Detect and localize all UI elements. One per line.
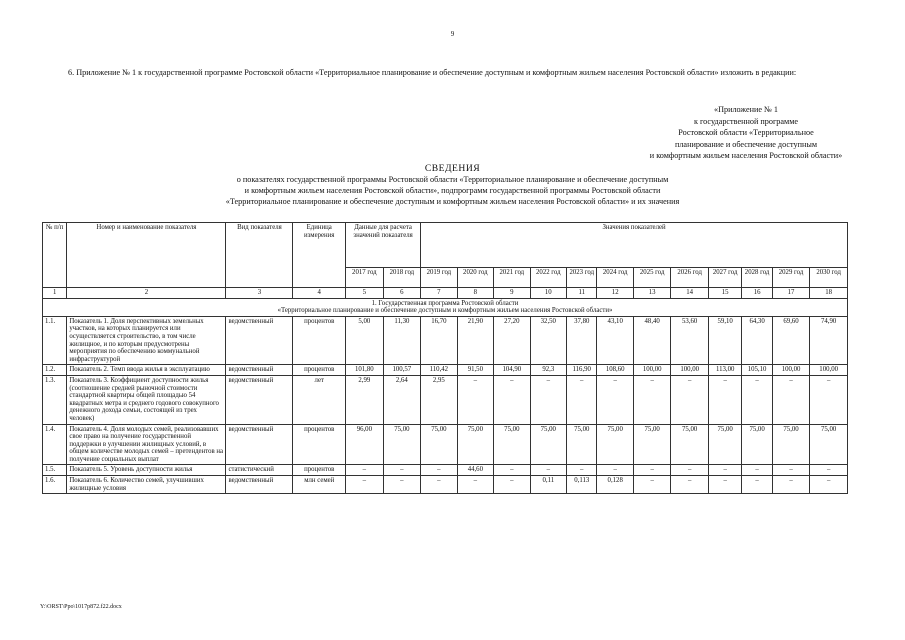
indicator-value: – xyxy=(597,375,633,424)
year-header: 2018 год xyxy=(383,268,421,288)
indicator-value: 69,60 xyxy=(772,316,810,365)
appendix-line: планирование и обеспечение доступным xyxy=(674,139,818,149)
indicator-value: – xyxy=(708,476,741,494)
column-number: 3 xyxy=(226,288,293,299)
year-header: 2019 год xyxy=(421,268,457,288)
indicator-type: ведомственный xyxy=(226,424,293,465)
intro-paragraph: 6. Приложение № 1 к государственной программе Ростовской области «Территориальное планирование и обеспечение доступным и комфортным жильем населения Ростовской области» изложить в редакции: xyxy=(68,68,797,77)
header-values: Значения показателей xyxy=(421,223,848,268)
indicator-value: – xyxy=(567,375,597,424)
heading-line: и комфортным жильем населения Ростовской области», подпрограмм государственной программы Ростовской области xyxy=(244,186,661,195)
indicator-value: – xyxy=(742,476,772,494)
indicator-name: Показатель 5. Уровень доступности жилья xyxy=(67,465,226,476)
table-row xyxy=(43,476,848,494)
indicator-value: 75,00 xyxy=(633,424,671,465)
indicator-type: ведомственный xyxy=(226,365,293,376)
indicator-value: 100,00 xyxy=(772,365,810,376)
indicator-value: – xyxy=(810,476,848,494)
year-header: 2029 год xyxy=(772,268,810,288)
row-number: 1.1. xyxy=(43,316,67,365)
indicator-unit: процентов xyxy=(293,424,346,465)
indicator-value: – xyxy=(383,476,421,494)
indicator-value: 0,113 xyxy=(567,476,597,494)
header-num: № п/п xyxy=(43,223,67,288)
header-name: Номер и наименование показателя xyxy=(67,223,226,288)
indicator-value: 104,90 xyxy=(494,365,530,376)
indicator-value: – xyxy=(457,375,493,424)
row-number: 1.3. xyxy=(43,375,67,424)
indicator-unit: млн семей xyxy=(293,476,346,494)
indicator-value: 92,3 xyxy=(530,365,566,376)
year-header: 2030 год xyxy=(810,268,848,288)
table-row xyxy=(43,375,848,424)
indicator-name: Показатель 3. Коэффициент доступности жилья (соотношение средней рыночной стоимости стандартной квартиры общей площадью 54 квадратных метра и среднего годового совокупного денежного дохода семьи, состоящей из трех человек) xyxy=(67,375,226,424)
indicator-name: Показатель 4. Доля молодых семей, реализовавших свое право на получение государственной поддержки в улучшении жилищных условий, в общем количестве молодых семей – претендентов на получение социальных выплат xyxy=(67,424,226,465)
indicator-value: 27,20 xyxy=(494,316,530,365)
year-header: 2025 год xyxy=(633,268,671,288)
indicator-value: – xyxy=(671,476,709,494)
indicator-value: 2,95 xyxy=(421,375,457,424)
row-number: 1.6. xyxy=(43,476,67,494)
column-number: 15 xyxy=(708,288,741,299)
indicator-value: 100,57 xyxy=(383,365,421,376)
column-number: 17 xyxy=(772,288,810,299)
indicator-value: – xyxy=(633,375,671,424)
indicator-name: Показатель 2. Темп ввода жилья в эксплуатацию xyxy=(67,365,226,376)
column-number: 12 xyxy=(597,288,633,299)
table-row xyxy=(43,316,848,365)
section-heading-line: «Территориальное планирование и обеспечение доступным и комфортным жильем населения Ростовской области» xyxy=(277,307,613,315)
indicator-value: 0,128 xyxy=(597,476,633,494)
indicator-value: 91,50 xyxy=(457,365,493,376)
indicator-value: – xyxy=(530,465,566,476)
indicator-value: 75,00 xyxy=(742,424,772,465)
indicator-value: – xyxy=(530,375,566,424)
indicator-value: 100,00 xyxy=(810,365,848,376)
indicator-value: – xyxy=(772,375,810,424)
indicator-value: 75,00 xyxy=(530,424,566,465)
row-number: 1.5. xyxy=(43,465,67,476)
year-header: 2027 год xyxy=(708,268,741,288)
indicator-value: 100,00 xyxy=(633,365,671,376)
indicator-value: – xyxy=(810,465,848,476)
indicator-value: – xyxy=(494,465,530,476)
indicator-value: 53,60 xyxy=(671,316,709,365)
indicator-value: – xyxy=(421,476,457,494)
indicator-value: – xyxy=(346,465,384,476)
indicator-value: 75,00 xyxy=(708,424,741,465)
column-number: 2 xyxy=(67,288,226,299)
column-number: 6 xyxy=(383,288,421,299)
indicator-unit: процентов xyxy=(293,316,346,365)
indicators-table xyxy=(42,222,848,494)
indicator-value: – xyxy=(633,476,671,494)
column-number: 7 xyxy=(421,288,457,299)
indicator-value: 75,00 xyxy=(567,424,597,465)
section-heading xyxy=(43,298,848,316)
year-header: 2023 год xyxy=(567,268,597,288)
indicator-value: 5,00 xyxy=(346,316,384,365)
indicator-value: 48,40 xyxy=(633,316,671,365)
indicator-value: 59,10 xyxy=(708,316,741,365)
indicator-value: – xyxy=(633,465,671,476)
row-number: 1.4. xyxy=(43,424,67,465)
year-header: 2024 год xyxy=(597,268,633,288)
table-row xyxy=(43,424,848,465)
indicator-value: – xyxy=(494,476,530,494)
column-number: 11 xyxy=(567,288,597,299)
indicator-value: 75,00 xyxy=(457,424,493,465)
year-header: 2020 год xyxy=(457,268,493,288)
indicator-value: 75,00 xyxy=(383,424,421,465)
file-path-footer: Y:\ORST\Ppo\1017p872.f22.docx xyxy=(40,604,122,610)
column-number: 10 xyxy=(530,288,566,299)
indicator-value: 74,90 xyxy=(810,316,848,365)
row-number: 1.2. xyxy=(43,365,67,376)
heading-line: о показателях государственной программы Ростовской области «Территориальное планирование и обеспечение доступным xyxy=(236,175,669,184)
indicator-type: ведомственный xyxy=(226,316,293,365)
indicator-value: 11,30 xyxy=(383,316,421,365)
indicator-name: Показатель 1. Доля перспективных земельных участков, на которых планируется или осуществляется строительство, в том числе жилищное, и по которым предусмотрены мероприятия по обеспечению коммунальной инфраструктурой xyxy=(67,316,226,365)
appendix-caption xyxy=(631,104,861,162)
appendix-line: и комфортным жильем населения Ростовской области» xyxy=(649,151,843,161)
indicator-unit: лет xyxy=(293,375,346,424)
indicator-value: 75,00 xyxy=(772,424,810,465)
indicator-value: – xyxy=(494,375,530,424)
indicator-value: – xyxy=(567,465,597,476)
indicator-value: 32,50 xyxy=(530,316,566,365)
indicator-type: статистический xyxy=(226,465,293,476)
indicator-value: 113,00 xyxy=(708,365,741,376)
appendix-line: к государственной программе xyxy=(693,116,799,126)
indicator-value: – xyxy=(708,375,741,424)
indicator-value: – xyxy=(772,465,810,476)
indicator-value: 100,00 xyxy=(671,365,709,376)
indicator-value: 64,30 xyxy=(742,316,772,365)
column-number: 18 xyxy=(810,288,848,299)
indicator-value: 116,90 xyxy=(567,365,597,376)
year-header: 2026 год xyxy=(671,268,709,288)
indicator-value: 75,00 xyxy=(597,424,633,465)
indicator-value: – xyxy=(346,476,384,494)
heading-line: «Территориальное планирование и обеспечение доступным и комфортным жильем населения Ростовской области» и их значения xyxy=(225,197,680,206)
column-number: 14 xyxy=(671,288,709,299)
indicator-type: ведомственный xyxy=(226,375,293,424)
year-header: 2028 год xyxy=(742,268,772,288)
indicator-value: – xyxy=(383,465,421,476)
heading-title: СВЕДЕНИЯ xyxy=(424,163,481,174)
header-type: Вид показателя xyxy=(226,223,293,288)
column-number: 9 xyxy=(494,288,530,299)
indicator-value: – xyxy=(671,375,709,424)
indicator-value: 108,60 xyxy=(597,365,633,376)
appendix-line: Ростовской области «Территориальное xyxy=(678,128,814,138)
indicator-value: – xyxy=(772,476,810,494)
indicator-value: 0,11 xyxy=(530,476,566,494)
indicator-unit: процентов xyxy=(293,465,346,476)
indicator-type: ведомственный xyxy=(226,476,293,494)
indicator-unit: процентов xyxy=(293,365,346,376)
header-unit: Единица измерения xyxy=(293,223,346,288)
indicator-value: 2,64 xyxy=(383,375,421,424)
indicator-name: Показатель 6. Количество семей, улучшивших жилищные условия xyxy=(67,476,226,494)
indicator-value: 75,00 xyxy=(494,424,530,465)
document-heading xyxy=(0,163,905,207)
indicator-value: – xyxy=(597,465,633,476)
header-base-data: Данные для расчета значений показателя xyxy=(346,223,421,268)
section-heading-line: 1. Государственная программа Ростовской области xyxy=(371,299,519,307)
indicator-value: 37,80 xyxy=(567,316,597,365)
table-row xyxy=(43,465,848,476)
indicator-value: 16,70 xyxy=(421,316,457,365)
indicator-value: – xyxy=(810,375,848,424)
indicator-value: 96,00 xyxy=(346,424,384,465)
indicator-value: 21,90 xyxy=(457,316,493,365)
year-header: 2017 год xyxy=(346,268,384,288)
page-number: 9 xyxy=(450,30,455,38)
column-number: 13 xyxy=(633,288,671,299)
column-number: 5 xyxy=(346,288,384,299)
indicator-value: 75,00 xyxy=(421,424,457,465)
indicator-value: 44,60 xyxy=(457,465,493,476)
indicator-value: 2,99 xyxy=(346,375,384,424)
column-number: 1 xyxy=(43,288,67,299)
indicator-value: – xyxy=(708,465,741,476)
indicator-value: 75,00 xyxy=(810,424,848,465)
indicator-value: 43,10 xyxy=(597,316,633,365)
column-number: 16 xyxy=(742,288,772,299)
indicator-value: – xyxy=(742,375,772,424)
column-number: 8 xyxy=(457,288,493,299)
appendix-line: «Приложение № 1 xyxy=(713,105,779,114)
column-number: 4 xyxy=(293,288,346,299)
indicator-value: 105,10 xyxy=(742,365,772,376)
indicator-value: – xyxy=(742,465,772,476)
indicator-value: 110,42 xyxy=(421,365,457,376)
indicator-value: 101,80 xyxy=(346,365,384,376)
indicator-value: – xyxy=(457,476,493,494)
table-row xyxy=(43,365,848,376)
year-header: 2021 год xyxy=(494,268,530,288)
indicator-value: – xyxy=(671,465,709,476)
year-header: 2022 год xyxy=(530,268,566,288)
indicator-value: – xyxy=(421,465,457,476)
indicator-value: 75,00 xyxy=(671,424,709,465)
